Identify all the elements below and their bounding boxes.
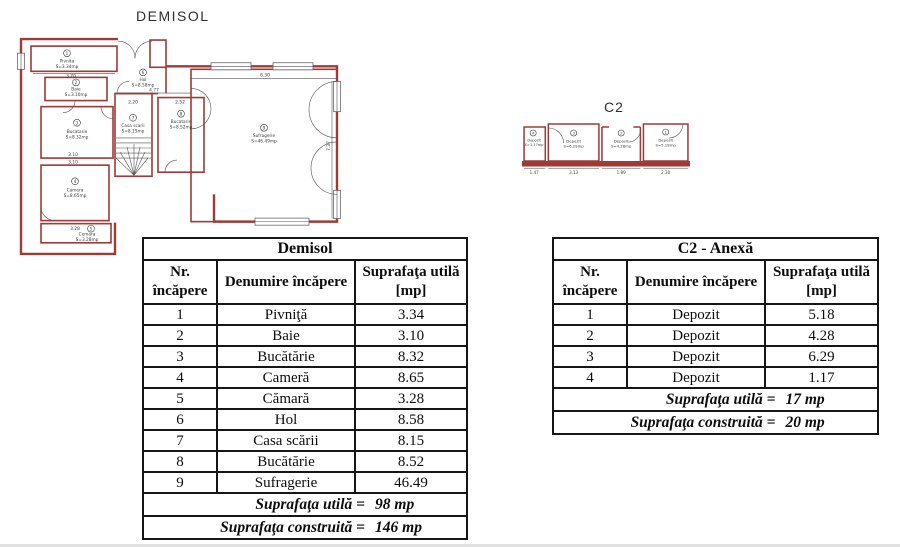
cell-area: 8.58 [355,409,467,430]
cell-name: Depozit [627,346,765,367]
footer-total-construita: Suprafaţa construită = 146 mp [143,516,467,539]
cell-name: Depozit [627,367,765,388]
footer-total-utila: Suprafaţa utilă = 17 mp [553,388,878,411]
svg-text:1: 1 [664,129,667,135]
svg-text:2: 2 [74,80,78,86]
table-row [143,388,467,409]
table-row [553,367,878,388]
room-name: Depozit [613,138,629,144]
chimney-block [150,40,166,67]
cell-nr: 8 [143,451,217,472]
room-name: Bucatarie [66,129,88,135]
cell-name: Depozit [627,304,765,325]
dimension-labels [63,69,332,233]
col-header-nr: Nr. încăpere [553,260,627,304]
cell-area: 8.52 [355,451,467,472]
room-name: Camera [66,188,84,194]
svg-text:4.77: 4.77 [149,88,159,94]
table-title: Demisol [143,238,467,260]
room-name: Casa scarii [121,123,145,129]
room-name: Sufragerie [252,133,276,139]
floor-plan-c2 [520,118,692,176]
c2-base-wall [522,161,690,167]
svg-text:3.10: 3.10 [68,160,78,166]
room-area: S=4.28mp [610,143,632,149]
cell-nr: 4 [143,367,217,388]
svg-text:3.70: 3.70 [66,74,76,80]
room-area: S=3.34mp [55,64,79,70]
cell-area: 3.28 [355,388,467,409]
table-row [143,472,467,493]
footer-total-construita: Suprafaţa construită = 20 mp [553,411,878,434]
plan-demisol-title: DEMISOL [136,8,210,24]
table-row [143,451,467,472]
cell-name: Pivniţă [217,304,355,325]
svg-text:3.10: 3.10 [68,153,78,159]
cell-area: 5.18 [765,304,878,325]
cell-nr: 5 [143,388,217,409]
table-row [143,409,467,430]
cell-nr: 4 [553,367,627,388]
cell-name: Hol [217,409,355,430]
cell-nr: 1 [553,304,627,325]
room-area: S=8.65mp [63,193,87,199]
svg-text:4: 4 [73,178,77,184]
cell-nr: 9 [143,472,217,493]
cell-area: 1.17 [765,367,878,388]
svg-text:7: 7 [131,115,135,121]
room-area: S=1.17mp [524,143,544,147]
cell-nr: 2 [553,325,627,346]
room-area: S=5.18mp [655,142,676,148]
svg-text:7.37: 7.37 [327,141,332,151]
cell-nr: 7 [143,430,217,451]
table-row [553,325,878,346]
svg-text:8: 8 [179,111,183,117]
cell-area: 8.32 [355,346,467,367]
cell-area: 46.49 [355,472,467,493]
svg-text:2.30: 2.30 [661,170,671,175]
room-name: Depozit [658,137,674,143]
table-row [143,367,467,388]
cell-area: 3.34 [355,304,467,325]
svg-text:1.47: 1.47 [529,170,539,175]
cell-nr: 2 [143,325,217,346]
cell-name: Cămară [217,388,355,409]
room-area: S=3.10mp [64,93,88,99]
svg-text:3.13: 3.13 [569,170,579,175]
room-area: S=8.15mp [121,129,145,135]
svg-text:3: 3 [75,120,79,126]
cell-area: 8.65 [355,367,467,388]
cell-area: 6.29 [765,346,878,367]
cell-name: Bucătărie [217,346,355,367]
svg-text:2: 2 [619,130,623,136]
cell-area: 8.15 [355,430,467,451]
cell-nr: 3 [553,346,627,367]
col-header-name: Denumire încăpere [627,260,765,304]
svg-text:2.20: 2.20 [128,100,138,106]
cell-name: Depozit [627,325,765,346]
room-area: S=3.28mp [75,237,99,243]
stairs [116,138,151,175]
room-name: Depozit [566,138,581,144]
col-header-nr: Nr. încăpere [143,260,217,304]
floor-plan-demisol [15,33,355,265]
svg-text:4: 4 [531,130,535,136]
room-area: S=8.32mp [65,135,89,141]
table-row [143,304,467,325]
c2-table [552,237,879,435]
cell-nr: 6 [143,409,217,430]
cell-nr: 3 [143,346,217,367]
svg-text:6.30: 6.30 [260,73,270,79]
cell-nr: 1 [143,304,217,325]
svg-text:3: 3 [572,130,575,136]
svg-text:5: 5 [89,226,93,232]
room-name: Bucatarie [170,119,192,125]
room-area: S=8.52mp [169,125,193,131]
room-name: Depozit [527,138,541,143]
room-name: Baie [71,87,81,93]
cell-area: 4.28 [765,325,878,346]
cell-name: Sufragerie [217,472,355,493]
c2-dimension-labels [524,169,688,175]
footer-total-utila: Suprafaţa utilă = 98 mp [143,493,467,516]
plan-c2-title: C2 [604,99,624,115]
svg-text:1: 1 [65,50,69,56]
svg-text:3.28: 3.28 [70,227,80,233]
room-walls [31,46,337,243]
col-header-name: Denumire încăpere [217,260,355,304]
col-header-area: Suprafaţa utilă [mp] [355,260,467,304]
cell-name: Cameră [217,367,355,388]
table-row [143,430,467,451]
room-name: Cemara [78,232,96,238]
c2-room-labels [525,129,677,148]
svg-text:9: 9 [262,125,266,131]
table-title: C2 - Anexă [553,238,878,260]
table-row [143,346,467,367]
cell-name: Baie [217,325,355,346]
col-header-area: Suprafaţa utilă [mp] [765,260,878,304]
table-row [143,325,467,346]
table-row [553,346,878,367]
cell-name: Casa scării [217,430,355,451]
svg-text:6: 6 [141,69,145,75]
room-name: Hol [139,77,147,83]
room-area: S=6.29mp [563,143,584,149]
svg-text:2.52: 2.52 [175,100,185,106]
demisol-table [142,237,468,540]
room-name: Pivnita [59,59,75,65]
room-area: S=8.58mp [131,83,155,89]
table-row [553,304,878,325]
cell-name: Bucătărie [217,451,355,472]
room-area: S=46.49mp [251,139,277,145]
cell-area: 3.10 [355,325,467,346]
svg-text:1.89: 1.89 [616,170,626,175]
